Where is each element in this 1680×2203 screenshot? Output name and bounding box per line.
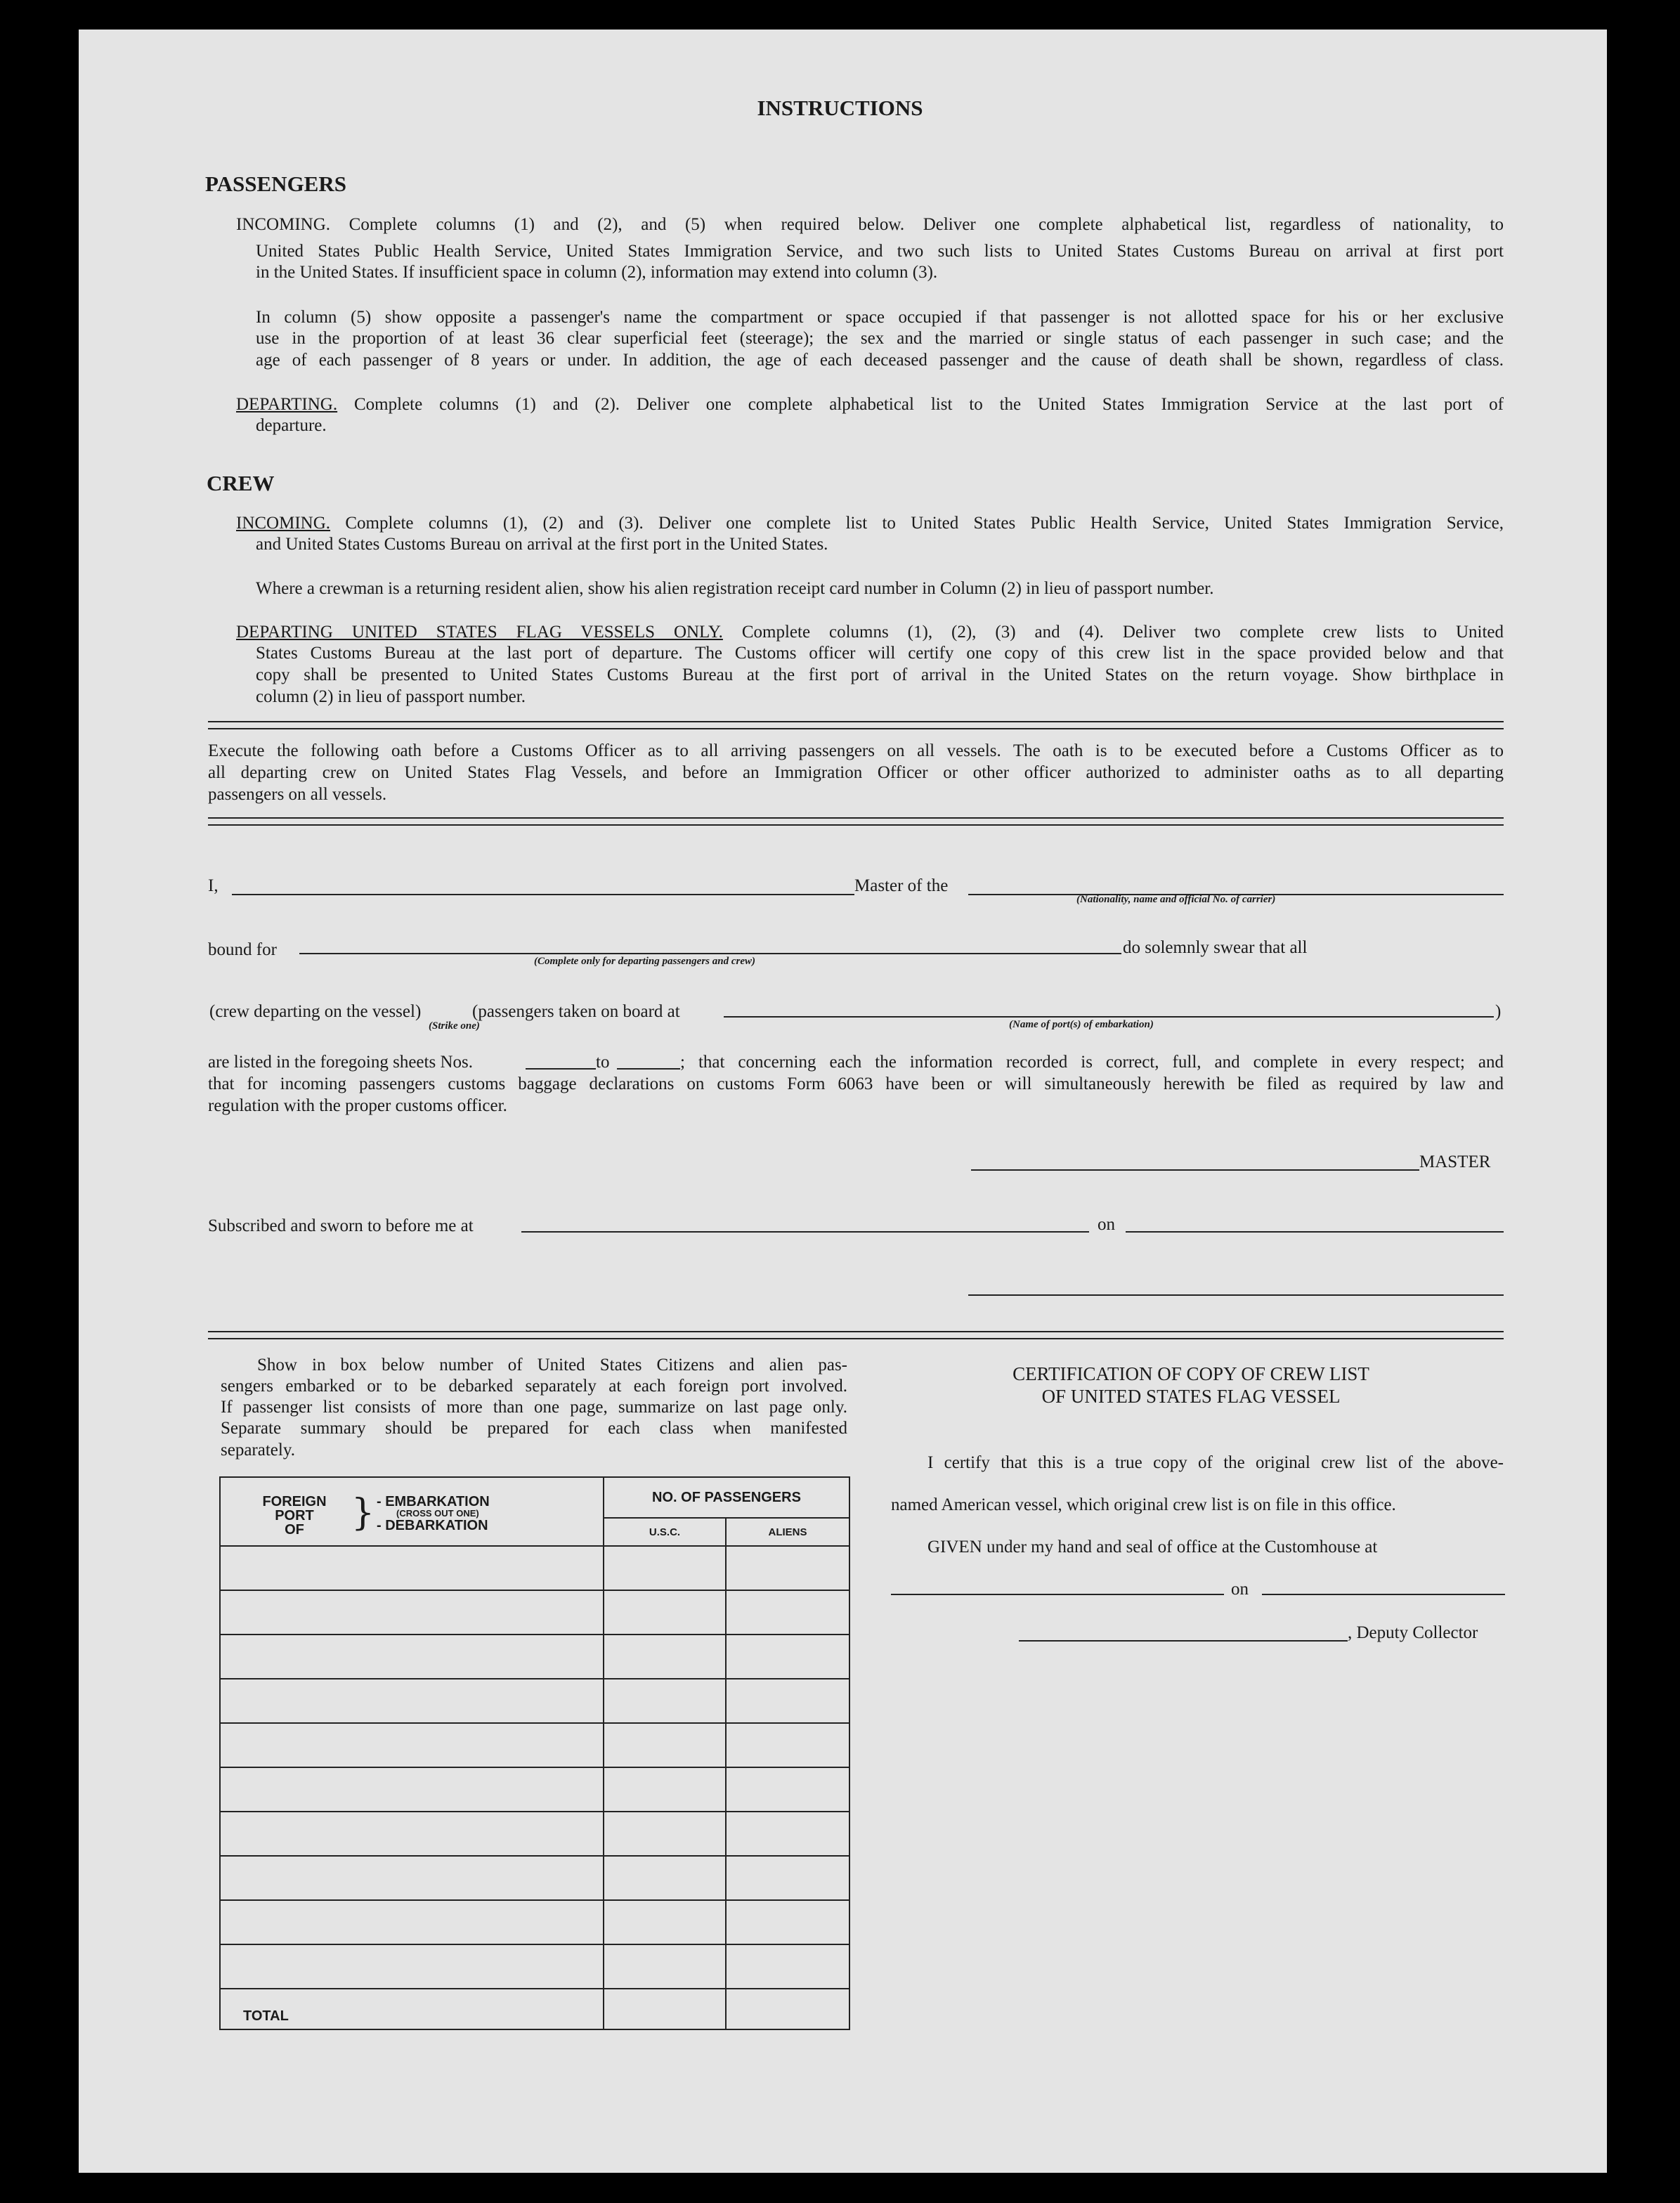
close-paren: ): [1495, 1002, 1502, 1021]
sworn-date-line[interactable]: [1126, 1231, 1504, 1233]
crew-departing-line-3: copy shall be presented to United States Customs Bureau at the first port of arrival in the United States on the return voyage. Show birthplace in: [256, 665, 1504, 684]
table-header-row: [220, 1477, 849, 1518]
crew-departing-line-4: column (2) in lieu of passport number.: [256, 687, 526, 706]
usc-header: U.S.C.: [604, 1518, 726, 1546]
certification-line-3: GIVEN under my hand and seal of office at the Customhouse at: [927, 1538, 1378, 1557]
crew-departing-line-1: [236, 621, 1504, 643]
listed-line-2: that for incoming passengers customs baggage declarations on customs Form 6063 have been or will simultaneously herewith be filed as required by law and: [208, 1074, 1504, 1093]
double-rule-1: [208, 721, 1504, 729]
certification-line-1: I certify that this is a true copy of the original crew list of the above-: [927, 1453, 1504, 1472]
table-row[interactable]: [220, 1635, 849, 1679]
passengers-departing-line-2: departure.: [256, 416, 327, 435]
sworn-on-label: on: [1098, 1215, 1115, 1234]
crew-departing-line-2: States Customs Bureau at the last port of departure. The Customs officer will certify one copy of this crew list in the space provided below and that: [256, 644, 1504, 663]
certification-on-label: on: [1231, 1580, 1249, 1599]
passengers-heading: PASSENGERS: [205, 171, 346, 196]
total-label: TOTAL: [220, 1989, 604, 2029]
summary-intro-line-5: separately.: [221, 1441, 295, 1460]
port-caption: (Name of port(s) of embarkation): [1009, 1019, 1154, 1030]
table-row[interactable]: [220, 1723, 849, 1767]
oath-i-label: I,: [208, 876, 219, 895]
crew-incoming-line-1: [236, 512, 1504, 534]
passengers-incoming-line-2: United States Public Health Service, United States Immigration Service, and two such lists to United States Customs Bureau on arrival at first port: [256, 242, 1504, 261]
crew-departing-option: (crew departing on the vessel): [209, 1002, 422, 1021]
certification-title-2: OF UNITED STATES FLAG VESSEL: [1041, 1386, 1341, 1407]
table-row[interactable]: [220, 1812, 849, 1856]
bound-for-line[interactable]: [299, 953, 1121, 954]
embarkation-label: - EMBARKATION: [377, 1494, 490, 1509]
crew-incoming-label: INCOMING.: [236, 514, 331, 533]
subscribed-label: Subscribed and sworn to before me at: [208, 1216, 474, 1235]
total-aliens-cell[interactable]: [726, 1989, 849, 2029]
passengers-incoming-text-1: Complete columns (1) and (2), and (5) when required below. Deliver one complete alphabetical list, regardless of nationality, to: [349, 215, 1504, 234]
passengers-incoming-line-3: in the United States. If insufficient space in column (2), information may extend into column (3).: [256, 263, 938, 282]
summary-intro-line-1: Show in box below number of United States Citizens and alien pas-: [257, 1356, 847, 1375]
listed-to-label: to: [596, 1053, 610, 1072]
passengers-departing-text-1: Complete columns (1) and (2). Deliver one complete alphabetical list to the United States Immigration Service at the last port of: [354, 395, 1504, 414]
passengers-departing-label: DEPARTING.: [236, 395, 338, 414]
sheet-to-line[interactable]: [617, 1068, 680, 1070]
sworn-place-line[interactable]: [521, 1231, 1089, 1233]
total-usc-cell[interactable]: [604, 1989, 726, 2029]
port-label: PORT: [275, 1508, 314, 1523]
bound-for-label: bound for: [208, 940, 277, 959]
sheet-from-line[interactable]: [526, 1068, 596, 1070]
summary-intro-line-2: sengers embarked or to be debarked separately at each foreign port involved.: [221, 1377, 847, 1396]
master-of-the-label: Master of the: [854, 876, 949, 895]
officer-signature-line[interactable]: [968, 1294, 1504, 1296]
cross-out-label: (CROSS OUT ONE): [396, 1508, 479, 1519]
double-rule-3: [208, 1331, 1504, 1339]
passengers-incoming-label: INCOMING.: [236, 215, 331, 234]
listed-line-1-end: ; that concerning each the information recorded is correct, full, and complete in every respect; and: [680, 1053, 1504, 1072]
table-row[interactable]: [220, 1546, 849, 1590]
table-row[interactable]: [220, 1590, 849, 1635]
oath-note-line-3: passengers on all vessels.: [208, 785, 387, 804]
passengers-incoming-line-1: [236, 214, 1504, 235]
swear-label: do solemnly swear that all: [1123, 938, 1308, 957]
table-row[interactable]: [220, 1767, 849, 1812]
deputy-signature-line[interactable]: [1019, 1640, 1348, 1642]
master-label: MASTER: [1419, 1152, 1491, 1171]
total-row: [220, 1989, 849, 2029]
crew-incoming-text-1: Complete columns (1), (2) and (3). Deliver one complete list to United States Public Health Service, United States Immigration Service,: [345, 514, 1504, 533]
table-row[interactable]: [220, 1856, 849, 1900]
strike-one-caption: (Strike one): [429, 1020, 480, 1032]
listed-line-1-start: are listed in the foregoing sheets Nos.: [208, 1053, 473, 1072]
deputy-collector-label: , Deputy Collector: [1348, 1623, 1478, 1642]
table-row[interactable]: [220, 1944, 849, 1989]
certification-date-line[interactable]: [1262, 1594, 1505, 1595]
passenger-summary-table: [219, 1476, 850, 2030]
of-label: OF: [285, 1522, 304, 1538]
table-row[interactable]: [220, 1900, 849, 1944]
column5-line-3: age of each passenger of 8 years or under. In addition, the age of each deceased passenger and the cause of death shall be shown, regardless of class.: [256, 351, 1504, 370]
crew-heading: CREW: [207, 471, 275, 495]
foreign-port-header: [220, 1477, 604, 1546]
no-passengers-header: NO. OF PASSENGERS: [604, 1477, 849, 1518]
port-of-embarkation-line[interactable]: [724, 1016, 1494, 1018]
table-row[interactable]: [220, 1679, 849, 1723]
brace-glyph: }: [351, 1492, 375, 1534]
oath-note-line-2: all departing crew on United States Flag Vessels, and before an Immigration Officer or other officer authorized to administer oaths as to all departing: [208, 763, 1504, 782]
passengers-departing-line-1: [236, 394, 1504, 415]
debarkation-label: - DEBARKATION: [377, 1518, 488, 1533]
crew-resident-alien-note: Where a crewman is a returning resident alien, show his alien registration receipt card number in Column (2) in lieu of passport number.: [256, 579, 1214, 598]
page-title: INSTRUCTIONS: [757, 96, 923, 120]
master-name-line[interactable]: [232, 894, 854, 895]
aliens-header: ALIENS: [726, 1518, 849, 1546]
customhouse-line[interactable]: [891, 1594, 1224, 1595]
crew-departing-label: DEPARTING UNITED STATES FLAG VESSELS ONLY.: [236, 623, 723, 642]
listed-line-3: regulation with the proper customs officer.: [208, 1096, 507, 1115]
passengers-taken-option: (passengers taken on board at: [472, 1002, 680, 1021]
master-signature-line[interactable]: [971, 1169, 1419, 1171]
bound-for-caption: (Complete only for departing passengers and crew): [534, 956, 755, 967]
certification-line-2: named American vessel, which original crew list is on file in this office.: [891, 1495, 1396, 1514]
crew-departing-text-1: Complete columns (1), (2), (3) and (4). Deliver two complete crew lists to United: [741, 623, 1504, 642]
oath-note-line-1: Execute the following oath before a Customs Officer as to all arriving passengers on all vessels. The oath is to be executed before a Customs Officer as to: [208, 741, 1504, 760]
certification-title-1: CERTIFICATION OF COPY OF CREW LIST: [1012, 1363, 1369, 1384]
foreign-label: FOREIGN: [262, 1494, 327, 1509]
crew-incoming-line-2: and United States Customs Bureau on arrival at the first port in the United States.: [256, 535, 828, 554]
summary-intro-line-4: Separate summary should be prepared for each class when manifested: [221, 1419, 847, 1438]
summary-intro-line-3: If passenger list consists of more than one page, summarize on last page only.: [221, 1398, 847, 1417]
column5-line-2: use in the proportion of at least 36 clear superficial feet (steerage); the sex and the married or single status of each passenger in such case; and the: [256, 329, 1504, 348]
column5-line-1: In column (5) show opposite a passenger's name the compartment or space occupied if that passenger is not allotted space for his or her exclusive: [256, 308, 1504, 327]
carrier-caption: (Nationality, name and official No. of carrier): [1076, 894, 1276, 905]
double-rule-2: [208, 817, 1504, 826]
